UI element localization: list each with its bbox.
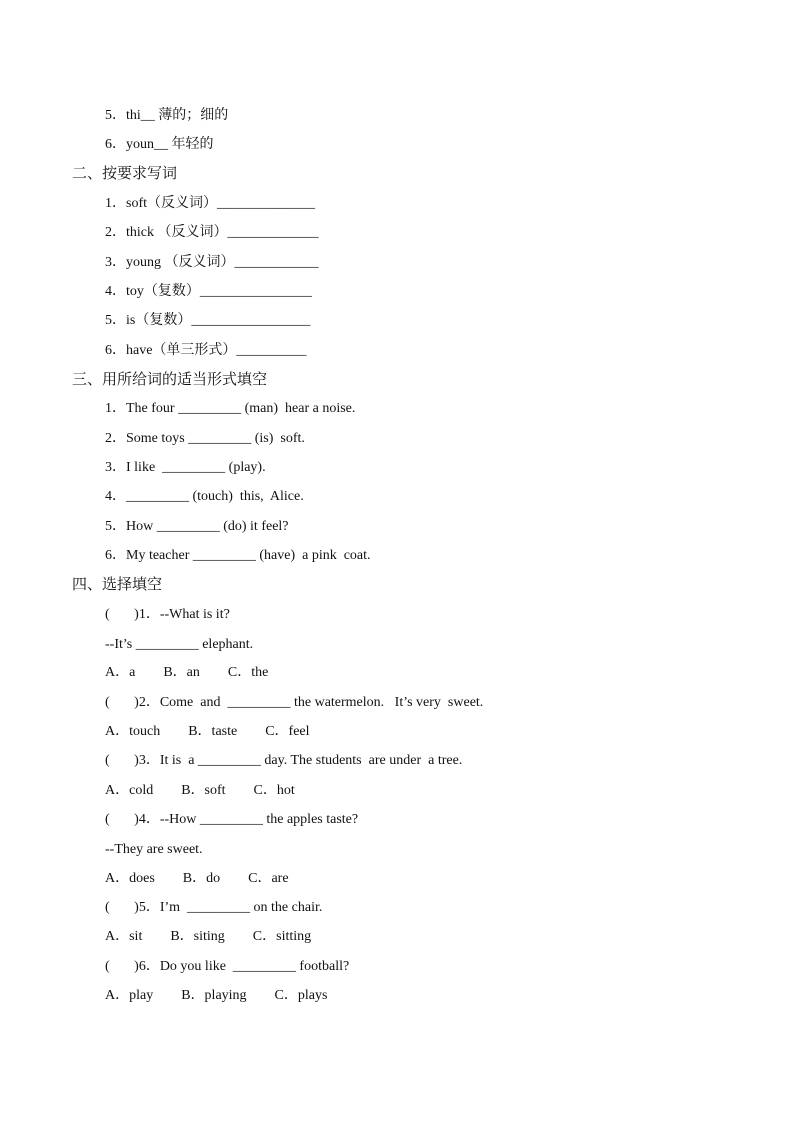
choice-question-3: ( )3．It is a _________ day. The students are under a tree. [105,753,463,768]
fill-blank-item-4: 4．_________ (touch) this, Alice. [105,489,304,504]
word-form-item-4: 4．toy（复数）________________ [105,284,312,299]
word-form-item-5: 5．is（复数）_________________ [105,313,311,328]
choice-question-4-line-2: --They are sweet. [105,842,203,857]
choice-options-5: A．sit B．siting C．sitting [105,929,312,944]
fill-blank-item-2: 2．Some toys _________ (is) soft. [105,431,305,446]
choice-question-6: ( )6．Do you like _________ football? [105,959,350,974]
choice-options-2: A．touch B．taste C．feel [105,724,310,739]
choice-options-1: A．a B．an C．the [105,665,269,680]
choice-question-5: ( )5．I’m _________ on the chair. [105,900,323,915]
section-heading-4: 四、选择填空 [72,577,163,593]
vocab-item-6: 6．youn__ 年轻的 [105,137,214,152]
word-form-item-2: 2．thick （反义词）_____________ [105,225,319,240]
fill-blank-item-3: 3．I like _________ (play). [105,460,266,475]
section-heading-2: 二、按要求写词 [72,166,178,182]
word-form-item-1: 1．soft（反义词）______________ [105,196,315,211]
choice-question-4: ( )4．--How _________ the apples taste? [105,812,359,827]
section-heading-3: 三、用所给词的适当形式填空 [72,372,268,388]
fill-blank-item-6: 6．My teacher _________ (have) a pink coat. [105,548,371,563]
choice-question-1: ( )1．--What is it? [105,607,230,622]
choice-question-1-line-2: --It’s _________ elephant. [105,637,254,652]
fill-blank-item-1: 1．The four _________ (man) hear a noise. [105,401,356,416]
choice-question-2: ( )2．Come and _________ the watermelon. It’s very sweet. [105,695,484,710]
choice-options-3: A．cold B．soft C．hot [105,783,295,798]
word-form-item-3: 3．young （反义词）____________ [105,255,319,270]
word-form-item-6: 6．have（单三形式）__________ [105,343,307,358]
fill-blank-item-5: 5．How _________ (do) it feel? [105,519,289,534]
vocab-item-5: 5．thi__ 薄的；细的 [105,108,229,123]
choice-options-4: A．does B．do C．are [105,871,289,886]
choice-options-6: A．play B．playing C．plays [105,988,328,1003]
